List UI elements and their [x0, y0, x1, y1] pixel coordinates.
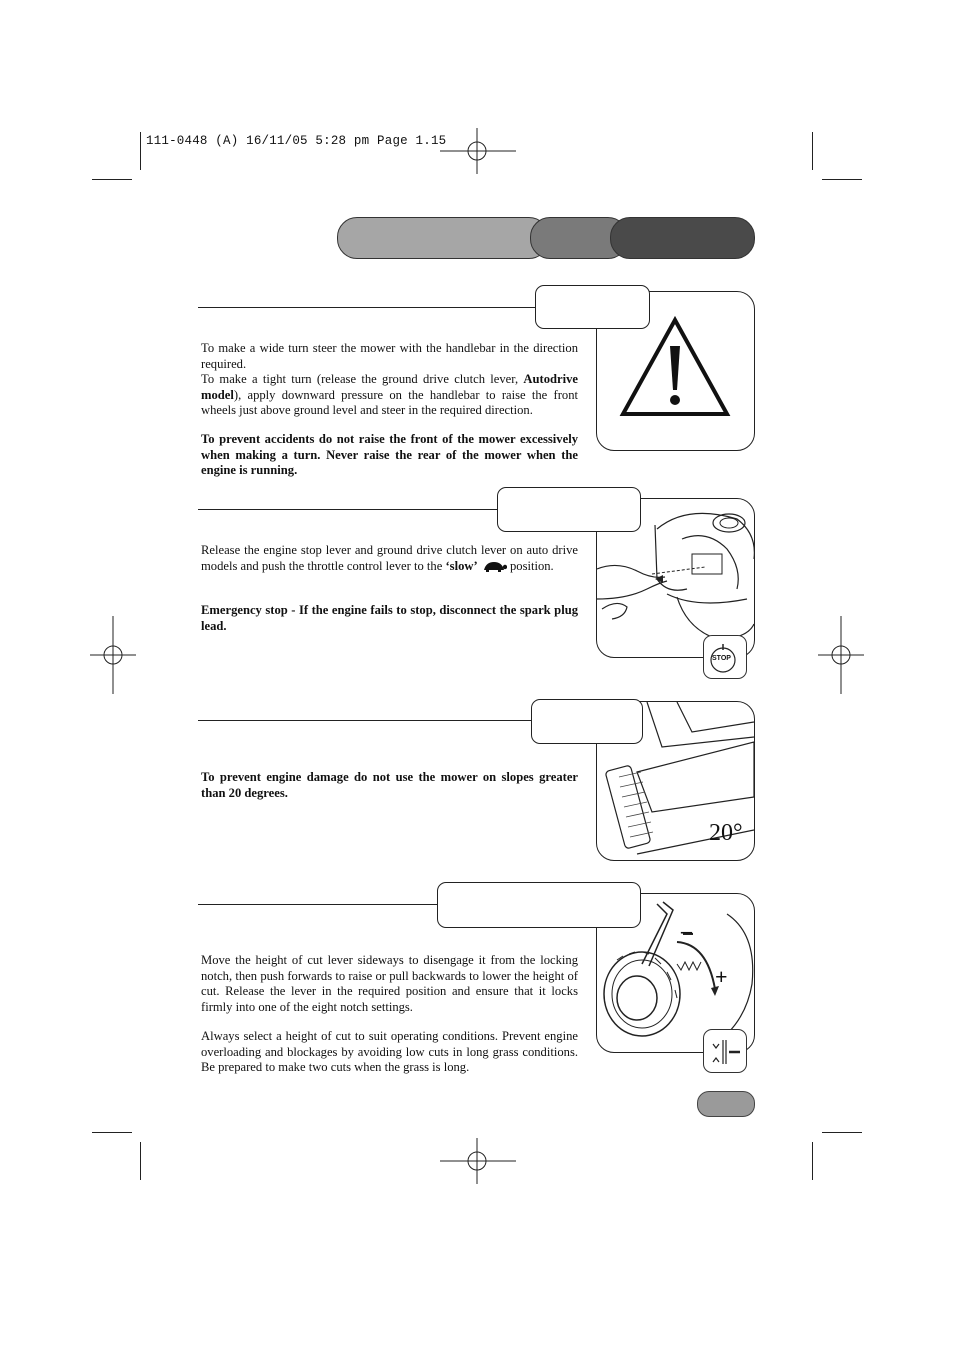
- height-of-cut-text-1: Move the height of cut lever sideways to disengage it from the locking notch, then push forwards to raise or pull backwards to lower the height of cut. Release the lever in the required position and ensure that it locks firmly into one of the eight notch settings.: [201, 953, 578, 1014]
- header-tab-light: [337, 217, 549, 259]
- section-rule: [198, 720, 533, 721]
- registration-mark-icon: [818, 616, 864, 694]
- slug-line: 111-0448 (A) 16/11/05 5:28 pm Page 1.15: [146, 134, 447, 148]
- turning-paragraph-2: To make a tight turn (release the ground drive clutch lever, Autodrive model), apply downward pressure on the handlebar to raise the front wheels just above ground level and steer in the required direction.: [201, 372, 578, 418]
- section-rule: [198, 509, 498, 510]
- turning-text: [201, 341, 578, 419]
- section-rule: [198, 904, 438, 905]
- crop-mark: [812, 132, 813, 170]
- stop-badge: [703, 635, 747, 679]
- section-heading-box: [535, 285, 650, 329]
- slope-angle-label: 20°: [709, 820, 743, 846]
- crop-mark: [812, 1142, 813, 1180]
- crop-mark: [822, 179, 862, 180]
- crop-mark: [822, 1132, 862, 1133]
- section-heading-box: [497, 487, 641, 532]
- lower-plus-sign: +: [715, 964, 728, 989]
- crop-mark: [140, 132, 141, 170]
- stopping-text: Release the engine stop lever and ground drive clutch lever on auto drive models and push the throttle control lever to the ‘slow’ position.: [201, 543, 578, 573]
- registration-mark-icon: [440, 128, 516, 174]
- height-of-cut-badge: [703, 1029, 747, 1073]
- registration-mark-icon: [440, 1138, 516, 1184]
- registration-mark-icon: [90, 616, 136, 694]
- section-rule: [198, 307, 538, 308]
- crop-mark: [92, 1132, 132, 1133]
- tortoise-icon: [481, 561, 507, 573]
- section-heading-box: [531, 699, 643, 744]
- turning-warning: To prevent accidents do not raise the front of the mower excessively when making a turn. Never raise the rear of the mower when the engine is running.: [201, 432, 578, 478]
- raise-minus-sign: –: [681, 918, 692, 943]
- height-of-cut-text-2: Always select a height of cut to suit operating conditions. Prevent engine overloading and blockages by avoiding low cuts in long grass conditions. Be prepared to make two cuts when the grass is long.: [201, 1029, 578, 1075]
- turning-paragraph-1: To make a wide turn steer the mower with the handlebar in the direction required.: [201, 341, 578, 371]
- emergency-stop-text: Emergency stop - If the engine fails to stop, disconnect the spark plug lead.: [201, 603, 578, 633]
- slope-warning: To prevent engine damage do not use the mower on slopes greater than 20 degrees.: [201, 770, 578, 800]
- height-of-cut-icon: [704, 1030, 746, 1072]
- page-number-tab: [697, 1091, 755, 1117]
- crop-mark: [92, 179, 132, 180]
- stop-label: STOP: [712, 655, 731, 662]
- crop-mark: [140, 1142, 141, 1180]
- header-tab-dark: [610, 217, 755, 259]
- section-heading-box: [437, 882, 641, 928]
